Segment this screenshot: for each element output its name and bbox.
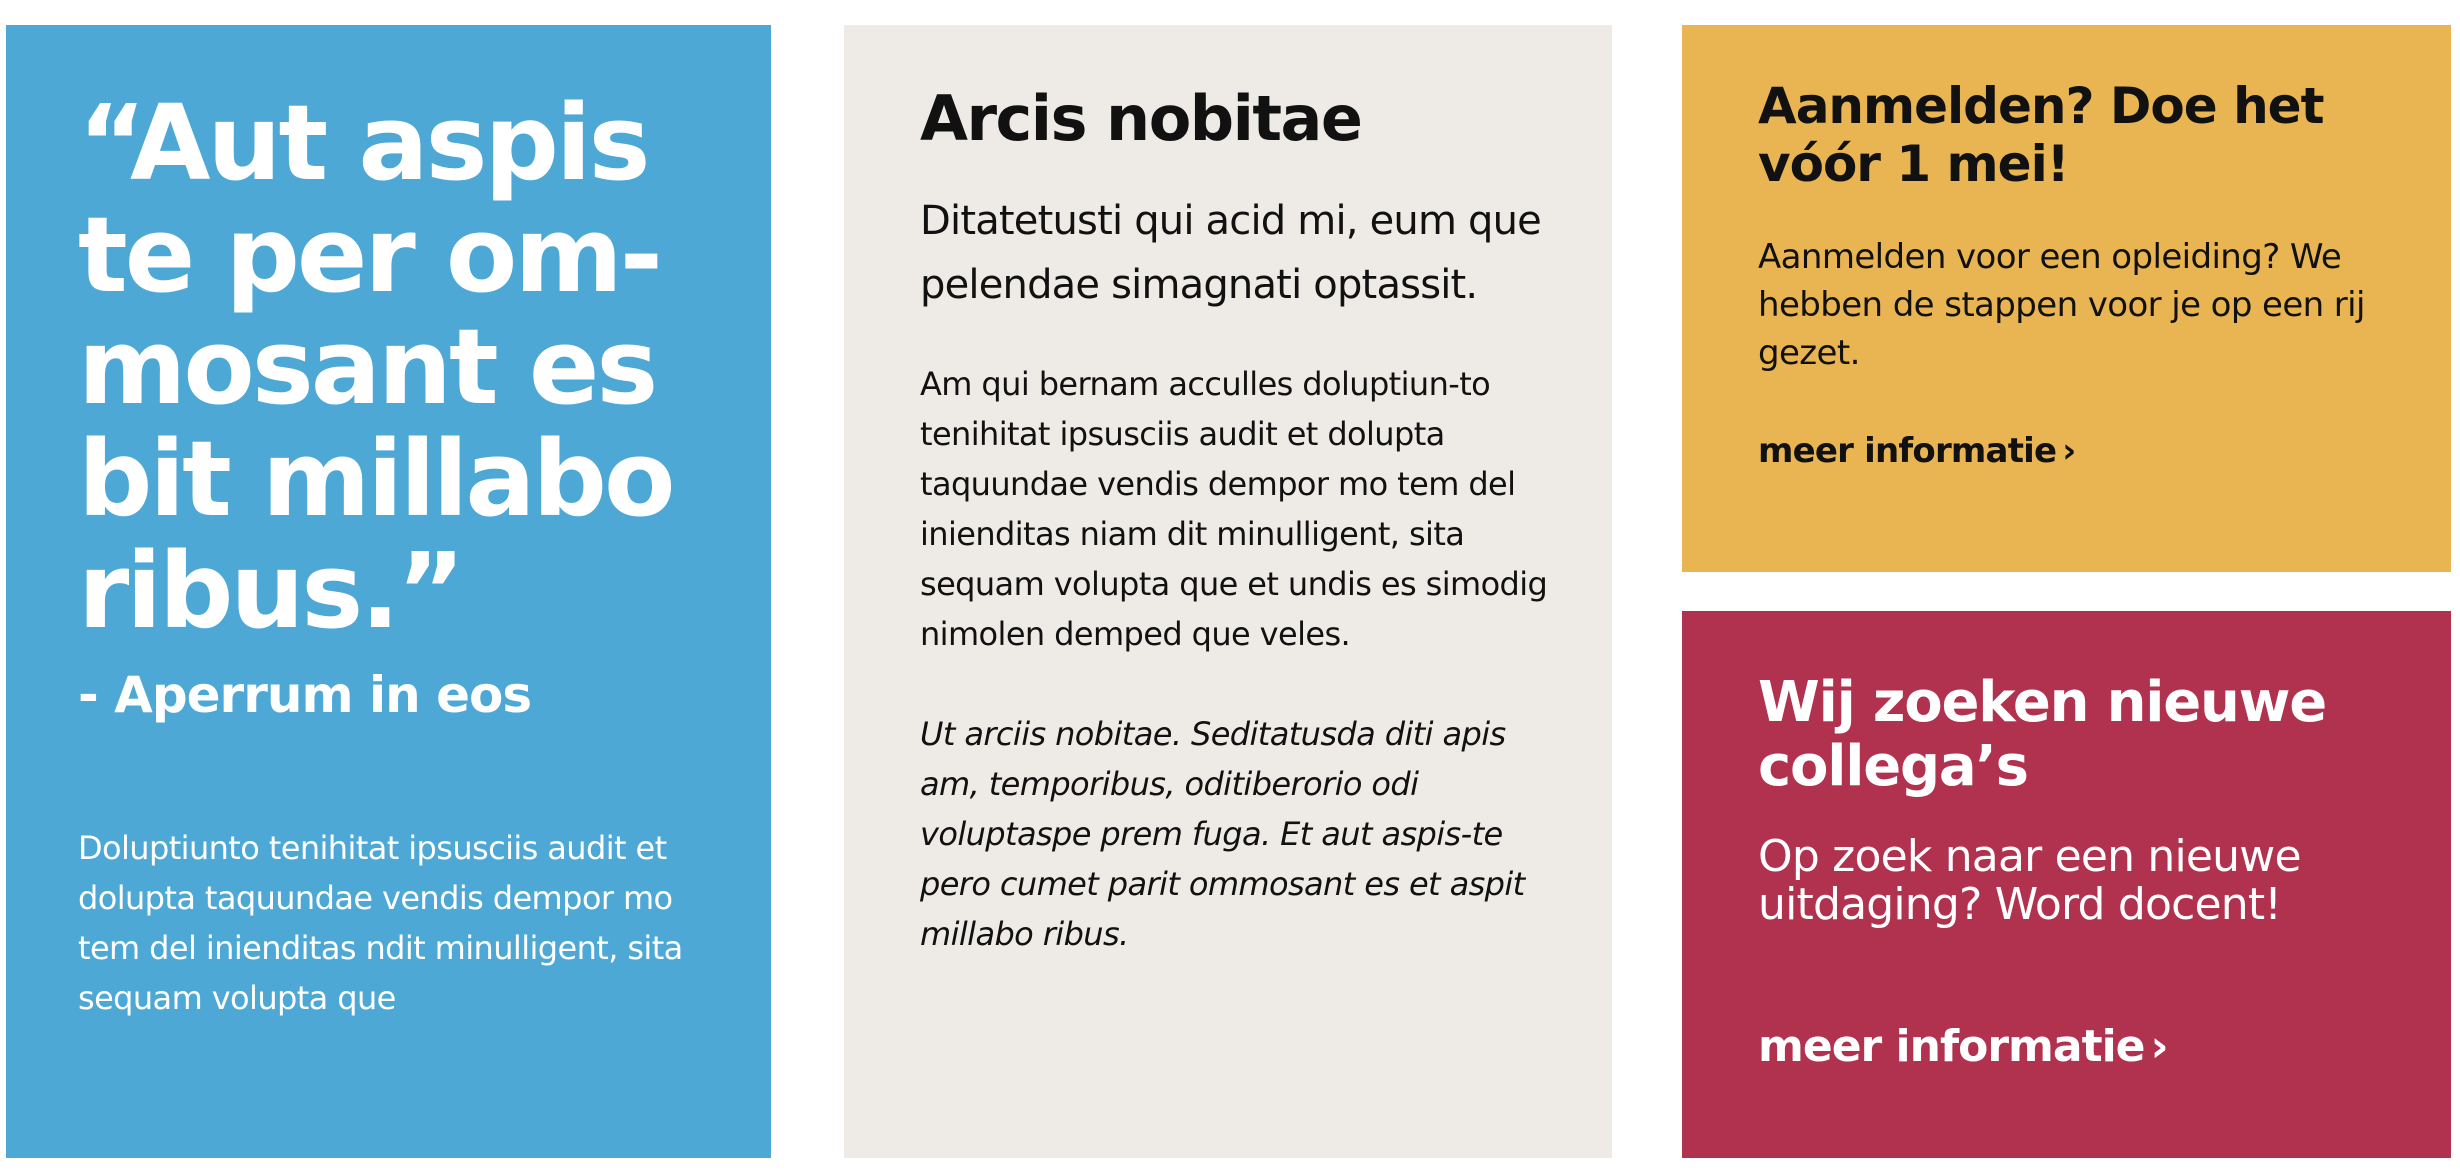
jobs-card bbox=[1682, 611, 2451, 1158]
article-body: Am qui bernam acculles doluptiun-to tenihitat ipsusciis audit et dolupta taquundae vendis dempor mo tem del inienditas niam dit minulligent, sita sequam volupta que et undis es simodig nimolen demped que veles. bbox=[920, 365, 1548, 653]
article-lead: Ditatetusti qui acid mi, eum que pelendae simagnati optassit. bbox=[920, 198, 1541, 308]
chevron-right-icon: › bbox=[2062, 431, 2076, 471]
jobs-link-label: meer informatie bbox=[1758, 1021, 2145, 1072]
jobs-text: Op zoek naar een nieuwe uitdaging? Word docent! bbox=[1758, 831, 2301, 930]
signup-title: Aanmelden? Doe het vóór 1 mei! bbox=[1758, 77, 2324, 193]
signup-link-label: meer informatie bbox=[1758, 431, 2057, 471]
signup-card bbox=[1682, 25, 2451, 572]
article-title: Arcis nobitae bbox=[920, 82, 1362, 155]
article-italic-body: Ut arciis nobitae. Seditatusda diti apis am, temporibus, oditiberorio odi voluptaspe prem fuga. Et aut aspis-te pero cumet parit ommosant es et aspit millabo ribus. bbox=[920, 715, 1525, 953]
jobs-title: Wij zoeken nieuwe collega’s bbox=[1758, 670, 2327, 799]
jobs-more-info-link[interactable] bbox=[1758, 1021, 2168, 1073]
signup-text: Aanmelden voor een opleiding? We hebben de stappen voor je op een rij gezet. bbox=[1758, 237, 2365, 373]
quote-card bbox=[6, 25, 771, 1158]
quote-text: “Aut aspis te per om-mosant es bit millabo ribus.” bbox=[78, 82, 673, 652]
signup-more-info-link[interactable] bbox=[1758, 429, 2076, 473]
chevron-right-icon: › bbox=[2150, 1021, 2168, 1072]
quote-author: - Aperrum in eos bbox=[78, 666, 532, 724]
quote-body-text: Doluptiunto tenihitat ipsusciis audit et dolupta taquundae vendis dempor mo tem del inienditas ndit minulligent, sita sequam volupta que bbox=[78, 829, 683, 1017]
article-card bbox=[844, 25, 1612, 1158]
